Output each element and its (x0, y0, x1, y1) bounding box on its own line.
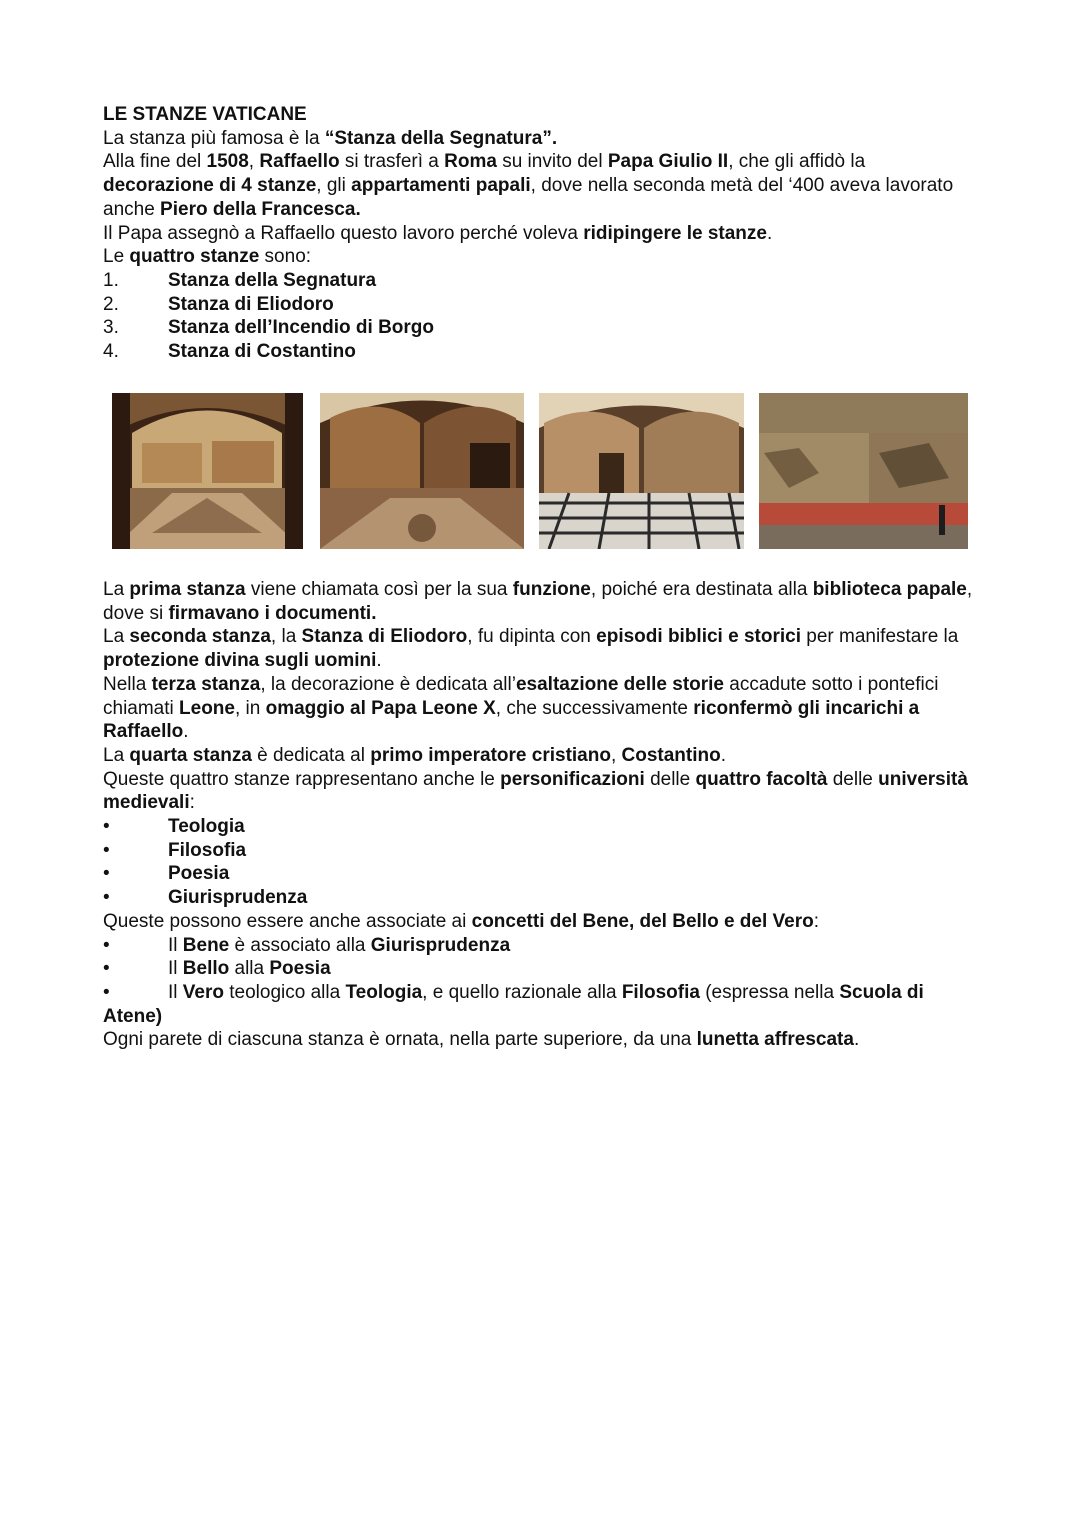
bullet-icon: • (103, 863, 110, 885)
list-item-label: Giurisprudenza (168, 887, 308, 909)
bold-text: Poesia (269, 958, 331, 980)
bold-text: Costantino (621, 744, 721, 766)
list-item (103, 886, 973, 910)
text: su invito del (496, 151, 608, 173)
stanze-photo-strip (112, 393, 968, 549)
list-item-label: Stanza della Segnatura (168, 269, 377, 291)
text: alla (229, 958, 270, 980)
text: La (103, 626, 130, 648)
text: . (551, 127, 558, 149)
bold-text: decorazione di 4 stanze (103, 175, 317, 197)
body-paragraph (103, 768, 973, 815)
text: teologico alla (223, 981, 346, 1003)
bold-text: Raffaello (259, 151, 340, 173)
text: : (189, 792, 195, 814)
text: . (355, 198, 361, 220)
stanze-list (103, 269, 973, 364)
concetti-list (103, 934, 973, 1029)
text: , e quello razionale alla (422, 981, 622, 1003)
bold-text: appartamenti papali (351, 175, 531, 197)
text: , (610, 744, 622, 766)
bold-text: Leone (179, 697, 235, 719)
bullet-icon: • (103, 934, 110, 956)
list-item-label: Stanza di Costantino (168, 341, 356, 363)
bold-text: personificazioni (500, 768, 645, 790)
bullet-icon: • (103, 816, 110, 838)
bold-text: Piero della Francesca (160, 198, 356, 220)
bold-text: concetti del Bene, del Bello e del Vero (471, 910, 814, 932)
stanza-incendio-photo (539, 393, 744, 549)
intro-line (103, 127, 973, 151)
text: Alla fine del (103, 151, 207, 173)
list-item-text (168, 934, 510, 958)
text: per manifestare la (800, 626, 959, 648)
page-title: LE STANZE VATICANE (103, 104, 307, 125)
text: Le (103, 246, 130, 268)
list-item (103, 316, 973, 340)
text: . (371, 602, 377, 624)
text: sono: (259, 246, 312, 268)
list-item (103, 981, 973, 1028)
bold-text: Scuola di Atene) (103, 981, 924, 1027)
body-paragraph (103, 744, 973, 768)
list-item (103, 293, 973, 317)
intro-paragraph (103, 245, 973, 269)
text: , fu dipinta con (467, 626, 597, 648)
text: , che gli affidò la (728, 151, 866, 173)
text: : (813, 910, 820, 932)
text: , poiché era destinata alla (590, 579, 813, 600)
list-item (103, 269, 973, 293)
list-number: 3. (103, 317, 119, 339)
list-item (103, 934, 973, 958)
text: Il Papa assegnò a Raffaello questo lavoro perché voleva (103, 222, 584, 244)
bold-text: ridipingere le stanze (583, 222, 767, 244)
list-item-label: Stanza di Eliodoro (168, 293, 334, 315)
text: delle (644, 768, 696, 790)
text: Il (168, 981, 183, 1003)
list-item (103, 340, 973, 364)
bold-text: Vero (182, 981, 224, 1003)
bold-text: 1508 (206, 151, 249, 173)
bullet-icon: • (103, 839, 110, 861)
list-item-label: Stanza dell’Incendio di Borgo (168, 317, 435, 339)
bold-text: omaggio al Papa Leone X (265, 697, 496, 719)
text: , che successivamente (495, 697, 694, 719)
description-section (103, 578, 973, 1052)
bullet-icon: • (103, 958, 110, 980)
list-item-label: Filosofia (168, 839, 247, 861)
text: Nella (103, 673, 152, 695)
text: La stanza più famosa è la (103, 127, 325, 149)
intro-section (103, 103, 973, 364)
list-item (103, 957, 973, 981)
text: delle (827, 768, 879, 790)
text: , la decorazione è dedicata all’ (260, 673, 516, 695)
list-item (103, 815, 973, 839)
bold-text: prima stanza (129, 579, 246, 600)
body-paragraph (103, 910, 973, 934)
list-item (103, 862, 973, 886)
bold-text: episodi biblici e storici (596, 626, 801, 648)
text: Il (168, 934, 183, 956)
text: . (376, 650, 382, 672)
closing-paragraph (103, 1028, 973, 1052)
bold-text: Bene (182, 934, 230, 956)
bold-text: firmavano i documenti (168, 602, 372, 624)
bold-text: primo imperatore cristiano (370, 744, 611, 766)
bold-text: lunetta affrescata (696, 1029, 854, 1051)
text: è associato alla (229, 934, 371, 956)
text: La (103, 744, 130, 766)
text: Il (168, 958, 183, 980)
list-item-text (168, 957, 331, 981)
stanza-segnatura-photo (112, 393, 303, 549)
bold-text: Teologia (345, 981, 423, 1003)
bold-text: Filosofia (621, 981, 700, 1003)
text: . (766, 222, 773, 244)
bold-text: funzione (512, 579, 591, 600)
list-item-label: Teologia (168, 816, 245, 838)
text: Queste possono essere anche associate ai (103, 910, 472, 932)
text: Queste quattro stanze rappresentano anche le (103, 768, 501, 790)
stanza-costantino-photo (759, 393, 968, 549)
text: . (853, 1029, 860, 1051)
bold-text: Roma (444, 151, 497, 173)
bold-text: esaltazione delle storie (515, 673, 724, 695)
text: è dedicata al (251, 744, 371, 766)
bold-text: riconfermò gli incarichi a Raffaello (103, 697, 920, 743)
bold-text: Bello (182, 958, 230, 980)
text: Ogni parete di ciascuna stanza è ornata, nella parte superiore, da una (103, 1029, 697, 1051)
text: , gli (316, 175, 352, 197)
text: accadute sotto i pontefici chiamati (103, 673, 939, 719)
bold-text: seconda stanza (129, 626, 271, 648)
body-paragraph (103, 625, 973, 672)
bold-text: quarta stanza (129, 744, 252, 766)
list-number: 2. (103, 293, 119, 315)
bullet-icon: • (103, 981, 110, 1003)
text: , dove nella seconda metà del ‘400 aveva lavorato anche (103, 175, 954, 220)
text: . (720, 744, 727, 766)
text: si trasferì a (339, 151, 445, 173)
bold-text: università medievali (103, 768, 968, 814)
body-paragraph (103, 578, 973, 625)
text: , la (270, 626, 302, 648)
stanza-eliodoro-photo (320, 393, 524, 549)
bullet-icon: • (103, 887, 110, 909)
bold-text: Giurisprudenza (370, 934, 511, 956)
list-item-label: Poesia (168, 863, 230, 885)
bold-text: quattro facoltà (695, 768, 828, 790)
text: , (248, 151, 260, 173)
bold-text: Papa Giulio II (607, 151, 729, 173)
text: , dove si (103, 579, 973, 624)
list-item (103, 839, 973, 863)
bold-text: terza stanza (151, 673, 261, 695)
text: , in (234, 697, 266, 719)
list-number: 4. (103, 341, 119, 363)
bold-text: quattro stanze (129, 246, 260, 268)
bold-text: biblioteca papale (812, 579, 967, 600)
body-paragraph (103, 673, 973, 744)
text: . (183, 721, 189, 743)
bold-text: protezione divina sugli uomini (103, 650, 377, 672)
text: viene chiamata così per la sua (245, 579, 513, 600)
intro-paragraph (103, 222, 973, 246)
bold-text: Stanza di Eliodoro (301, 626, 468, 648)
list-number: 1. (103, 269, 119, 291)
bold-text: “Stanza della Segnatura” (324, 127, 552, 149)
intro-paragraph (103, 150, 973, 221)
text: La (103, 579, 130, 600)
text: (espressa nella (699, 981, 840, 1003)
facolta-list (103, 815, 973, 910)
